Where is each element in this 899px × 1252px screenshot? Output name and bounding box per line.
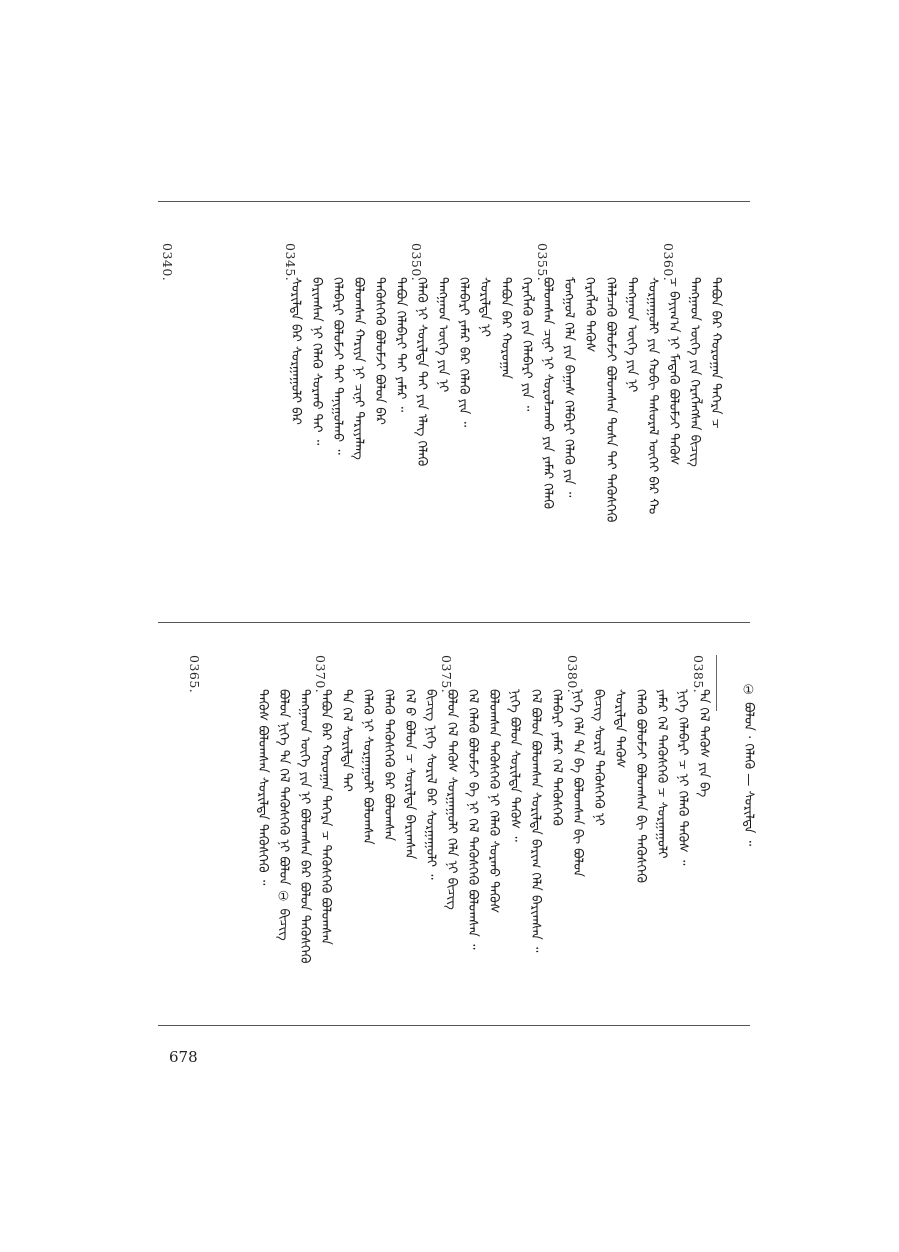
lower-text-block	[0, 655, 899, 975]
text-column: ᠬᠡᠷᠡᠭᠯᠡᠬᠦ ᠲᠡᠭᠦᠰ	[582, 277, 597, 353]
text-column: ᠴ ᠪᠠᠶᠢᠭ᠎ᠠ ᠨᠢ ᠮᠡᠳᠡᠬᠦ ᠪᠣᠯᠤᠮᠵᠢ ᠲᠡᠭᠦᠰ	[666, 277, 681, 466]
page-number: 678	[169, 1048, 198, 1066]
text-column: ᠬᠡᠯ ᠪ ᠪᠣᠯᠤᠨ ᠴ ᠰᠣᠷᠢᠯᠲᠠ ᠪᠠᠷᠢᠭᠰᠠᠨ	[402, 689, 417, 860]
text-column: ᠪᠣᠯᠤᠨ ᠬᠡᠯ ᠲᠡᠭᠦᠰ ᠰᠤᠷᠭᠠᠭᠤᠯᠢ ᠬᠡᠯᠡ ᠨᠢ ᠪᠢᠴᠢᠭ	[444, 689, 459, 910]
text-column: ᠪᠢᠴᠢᠭ ᠰᠣᠷᠢᠯ ᠲᠡᠭᠦᠰᠬᠡᠭᠦ ᠨᠢ	[591, 689, 606, 826]
text-column: ᠪᠣᠯᠤᠭᠰᠠᠨ ᠲᠡᠭᠦᠰᠬᠡᠭᠦ ᠨᠢ ᠬᠡᠯᠡᠬᠦ ᠰᠤᠷᠬᠤ ᠲᠡᠭᠦᠰ	[486, 689, 501, 914]
line-number: 0375.	[439, 655, 454, 694]
line-number: 0365.	[187, 655, 202, 694]
line-number: 0360.	[661, 243, 676, 282]
bottom-rule	[158, 1025, 750, 1026]
text-column: ᠬᠡᠯᠡᠪᠡᠷᠢ ᠪᠣᠯᠤᠮᠵᠢ ᠲᠡᠢ ᠲᠠᠨᠢᠭᠤᠯᠬᠤ ᠃	[330, 277, 345, 455]
text-column: ᠰᠤᠷᠭᠠᠭᠤᠯᠢ ᠶᠢᠨ ᠬᠤᠪᠢ ᠲᠠᠰᠤᠷᠠᠯ ᠦᠭᠡᠢ ᠪᠡᠷ ᠬᠤ	[645, 277, 660, 515]
text-column: ᠪᠢᠴᠢᠭ ᠨᠢᠭᠡ ᠰᠣᠷᠢᠯ ᠪᠡᠷ ᠰᠤᠷᠭᠠᠭᠤᠯᠢ ᠃	[423, 689, 438, 880]
line-number: 0350.	[409, 243, 424, 282]
text-column: ᠬᠡᠯᠡᠯᠴᠡᠬᠦ ᠪᠣᠯᠤᠮᠵᠢ ᠪᠣᠯᠤᠭᠰᠠᠨ ᠲᠤᠰᠠ ᠲᠡᠢ ᠲᠡᠭᠦᠰᠭᠡᠬᠦ	[603, 277, 618, 523]
text-column: ᠲᠡᠭᠦᠰ ᠪᠣᠯᠤᠭᠰᠠᠨ ᠰᠣᠷᠢᠯᠲᠠ ᠲᠡᠭᠦᠰᠬᠡᠭᠦ ᠃	[255, 689, 270, 886]
text-column: ᠬᠡᠯᠡᠪᠡᠷᠢ ᠶᠠᠮᠠᠷ ᠪᠡᠷ ᠬᠡᠯᠡᠬᠦ ᠶᠢᠨ ᠃	[456, 277, 471, 428]
top-rule	[158, 201, 750, 202]
text-column: ᠬᠡᠯᠡᠬᠦ ᠨᠢ ᠰᠤᠷᠭᠠᠭᠤᠯᠢ ᠪᠣᠯᠤᠭᠰᠠᠨ	[360, 689, 375, 845]
text-column: ᠲᠠᠪᠤᠨ ᠪᠡᠷ ᠬᠤᠷᠤᠭᠠᠨ ᠳᠡᠭᠡᠷᠡ ᠴ ᠲᠡᠭᠦᠰᠬᠡᠭᠦ ᠪᠣᠯᠤᠭᠰᠠᠨ	[318, 689, 333, 945]
line-number: 0345.	[283, 243, 298, 282]
text-column: ᠬᠡᠯᠡᠬᠦ ᠨᠢ ᠰᠣᠷᠢᠯᠲᠠ ᠲᠡᠢ ᠶᠢᠨ ᠡᠯᠡᠭ ᠬᠡᠯᠡᠬᠦ	[414, 277, 429, 467]
text-column: ᠪᠠᠷᠢᠭᠰᠠᠨ ᠨᠢ ᠬᠡᠯᠡᠬᠦ ᠰᠤᠷᠬᠤ ᠲᠡᠢ ᠃	[309, 277, 324, 446]
text-column: ᠲᠠᠩᠭᠠᠳ ᠦᠭᠡ ᠶᠢᠨ ᠨᠢ	[624, 277, 639, 393]
text-column: ᠲᠠᠩᠭᠠᠳ ᠦᠭᠡ ᠶᠢᠨ ᠬᠡᠷᠡᠭᠯᠡᠭ᠌ᠰᠡᠨ ᠪᠢᠴᠢᠭ	[687, 277, 702, 467]
text-column: ᠲᠠ ᠬᠡᠯ ᠰᠣᠷᠢᠯᠲᠠ ᠲᠡᠢ	[339, 689, 354, 792]
text-column: ᠲᠠᠪᠤᠨ ᠪᠡᠷ ᠬᠤᠷᠤᠭᠠᠨ	[498, 277, 513, 379]
line-number: 0380.	[565, 655, 580, 694]
text-column: ᠶᠠᠮᠠᠷ ᠬᠡᠯ ᠲᠡᠭᠦᠰᠬᠡᠭᠦ ᠴ ᠰᠤᠷᠭᠠᠭᠤᠯᠢ	[654, 689, 669, 859]
text-column: ᠲᠠᠪᠤᠨ ᠪᠡᠷ ᠬᠤᠷᠤᠭᠠᠨ ᠳᠡᠭᠡᠷᠡ ᠴ	[708, 277, 723, 429]
text-column: ᠰᠣᠷᠢᠯᠲᠠ ᠨᠢ	[477, 277, 492, 337]
text-column: ᠬᠡᠷᠡᠭᠯᠡᠬᠦ ᠶᠢᠨ ᠬᠡᠯᠡᠪᠡᠷᠢ ᠶᠢᠨ ᠃	[519, 277, 534, 412]
line-number: 0370.	[313, 655, 328, 694]
text-column: ᠪᠣᠯᠤᠭᠰᠠᠨ ᠴᠢᠨᠢ ᠨᠢ ᠰᠤᠷᠤᠯᠴᠠᠬᠤ ᠶᠢᠨ ᠶᠠᠮᠠᠷ ᠬᠡᠯᠡᠬᠦ	[540, 277, 555, 509]
text-column: ᠲᠠᠩᠭᠠᠳ ᠦᠭᠡ ᠶᠢᠨ ᠨᠢ	[435, 277, 450, 393]
middle-rule	[158, 622, 750, 623]
text-column: ᠬᠡᠯ ᠬᠡᠯᠡᠬᠦ ᠪᠣᠯᠤᠮᠵᠢ ᠪᠠ ᠨᠢ ᠬᠡᠯ ᠲᠡᠭᠦᠰᠬᠡᠭᠦ ᠪᠣᠯᠤᠭᠰᠠᠨ ᠃	[465, 689, 480, 950]
text-column: ᠲᠠᠪᠤᠨ ᠬᠡᠯᠡᠪᠡᠷᠢ ᠲᠡᠢ ᠶᠠᠮᠠᠷ ᠃	[393, 277, 408, 413]
line-number: 0385.	[691, 655, 706, 694]
footnote-separator	[716, 655, 717, 711]
text-column: ᠨᠢᠭᠡ ᠪᠣᠯᠤᠨ ᠰᠣᠷᠢᠯᠲᠠ ᠲᠡᠭᠦᠰ ᠃	[507, 689, 522, 842]
line-number: 0355.	[535, 243, 550, 282]
text-column: ᠪᠣᠯᠤᠭᠰᠠᠨ ᠬᠠᠷᠢᠶᠠ ᠨᠢ ᠴᠢᠨᠢ ᠲᠠᠷᠢᠶᠠᠯᠠᠩ	[351, 277, 366, 460]
text-column: ᠬᠡᠯᠡᠪᠡᠷᠢ ᠶᠠᠮᠠᠷ ᠬᠡᠯ ᠲᠡᠭᠦᠰᠬᠡᠭᠦ	[549, 689, 564, 826]
text-column: ᠲᠠᠩᠭᠠᠳ ᠦᠭᠡ ᠶᠢᠨ ᠨᠢ ᠪᠣᠯᠤᠭᠰᠠᠨ ᠪᠡᠷ ᠪᠣᠯᠤᠨ ᠲᠡᠭᠦᠰᠬᠡᠭᠦ	[297, 689, 312, 964]
text-column: ᠰᠣᠷᠢᠯᠲᠠ ᠪᠡᠷ ᠰᠤᠷᠭᠠᠭᠤᠯᠢ ᠪᠡᠷ	[288, 277, 303, 425]
line-number: 0340.	[160, 243, 175, 282]
text-column: ᠬᠡᠯᠡᠬᠦ ᠪᠣᠯᠤᠮᠵᠢ ᠪᠣᠯᠤᠭᠰᠠᠨ ᠪᠢ ᠲᠡᠭᠦᠰᠭᠡᠬᠦ	[633, 689, 648, 883]
text-column: ᠮᠣᠩᠭᠤᠯ ᠬᠡᠯᠡ ᠶᠢᠨ ᠪᠠᠭᠠᠰ ᠬᠡᠯᠪᠡᠷᠢ ᠬᠡᠯᠡᠬᠦ ᠶᠢᠨ ᠃	[561, 277, 576, 498]
upper-text-block	[0, 243, 899, 523]
text-column: ᠬᠡᠯ ᠪᠣᠯᠤᠨ ᠪᠣᠯᠤᠭᠰᠠᠨ ᠰᠣᠷᠢᠯᠲᠠ ᠪᠠᠷᠢᠭ ᠬᠡᠯᠡ ᠪᠠᠷᠢᠭᠰᠠᠨ ᠃	[528, 689, 543, 953]
text-column: ᠨᠢᠭᠡ ᠬᠡᠯᠡ ᠲᠠ ᠪᠠ ᠪᠣᠯᠤᠭᠰᠠᠨ ᠪᠢ ᠪᠣᠯᠤᠨ	[570, 689, 585, 877]
text-column: ᠬᠡᠯᠡᠬᠦ ᠲᠡᠭᠦᠰᠬᠡᠭᠦ ᠪᠡᠷ ᠪᠣᠯᠤᠭᠰᠠᠨ	[381, 689, 396, 842]
text-column: ᠰᠣᠷᠢᠯᠲᠠ ᠲᠡᠭᠦᠰ	[612, 689, 627, 769]
text-column: ᠨᠢᠭᠡ ᠬᠡᠯᠡᠪᠡᠷᠢ ᠴ ᠨᠢ ᠬᠡᠯᠡᠬᠦ ᠲᠡᠭᠦᠰ ᠃	[675, 689, 690, 866]
footnote-text: ① ᠪᠣᠯᠤᠨ · ᠬᠡᠯᠡᠬᠦ — ᠰᠣᠷᠢᠯᠲᠠ ᠃	[741, 683, 756, 846]
text-column: ᠲᠡᠭᠦᠰᠬᠡᠭᠦ ᠪᠣᠯᠤᠮᠵᠢ ᠪᠣᠯᠤᠨ ᠪᠡᠷ	[372, 277, 387, 425]
text-column: ᠪᠣᠯᠤᠨ ᠨᠢᠭᠡ ᠲᠠ ᠬᠡᠯ ᠲᠡᠭᠦᠰᠬᠡᠭᠦ ᠨᠢ ᠪᠣᠯᠤᠨ ① ᠪᠢᠴᠢᠭ	[276, 689, 291, 941]
text-column: ᠲᠠ ᠬᠡᠯ ᠲᠡᠭᠦᠰ ᠶᠢᠨ ᠪᠠ	[696, 689, 711, 798]
